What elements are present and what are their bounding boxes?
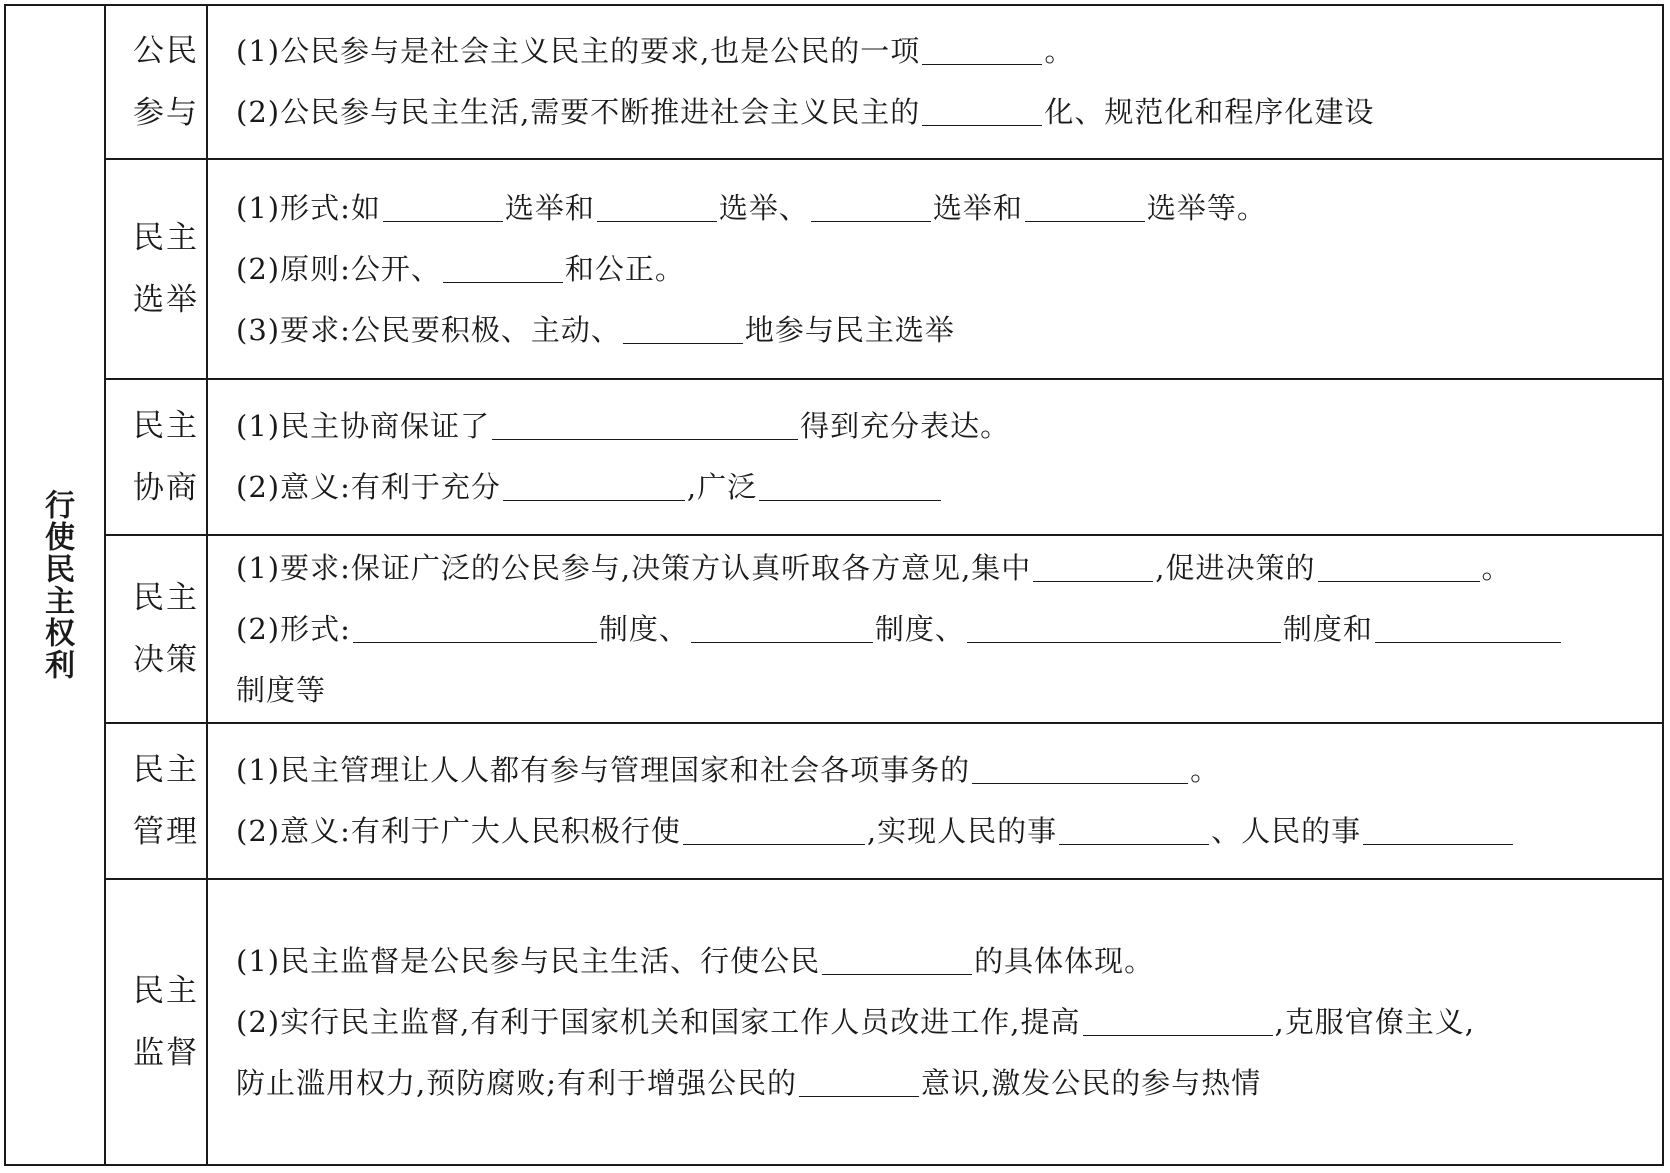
line-text: (2)意义:有利于广大人民积极行使	[236, 814, 681, 848]
fill-blank	[353, 611, 597, 642]
fill-blank	[443, 251, 563, 282]
row-content	[236, 536, 1648, 722]
line-text: 制度和	[1282, 611, 1373, 646]
fill-blank	[597, 190, 717, 221]
row-content	[236, 6, 1648, 158]
fill-blank	[1025, 190, 1145, 221]
fill-blank	[967, 611, 1281, 642]
row-consultation	[108, 380, 1662, 534]
fill-blank	[492, 409, 798, 440]
line-text: 选举和	[504, 190, 595, 225]
line-text: (1)民主协商保证了	[236, 409, 491, 443]
item-line	[236, 931, 1648, 992]
line-text: 制度、	[874, 611, 965, 646]
fill-blank	[972, 753, 1188, 784]
fill-blank	[1318, 550, 1480, 581]
item-line	[236, 178, 1648, 239]
item-line	[236, 21, 1648, 82]
line-text: (1)民主管理让人人都有参与管理国家和社会各项事务的	[236, 753, 971, 787]
item-line	[236, 396, 1648, 457]
item-line	[236, 1053, 1648, 1114]
item-line	[236, 660, 1648, 721]
fill-blank	[383, 190, 503, 221]
line-text: 。	[1481, 550, 1512, 585]
item-line	[236, 300, 1648, 361]
topic-label: 公民参与	[133, 33, 199, 131]
item-line	[236, 457, 1648, 518]
topic-label: 民主选举	[133, 220, 199, 318]
topic-label: 民主协商	[133, 408, 199, 506]
row-participation	[108, 6, 1662, 158]
item-line	[236, 992, 1648, 1053]
fill-blank	[691, 611, 873, 642]
item-line	[236, 801, 1648, 862]
fill-blank	[683, 814, 865, 845]
row-content	[236, 880, 1648, 1164]
line-text: (2)形式:	[236, 611, 351, 646]
fill-blank	[759, 470, 941, 501]
line-text: 得到充分表达。	[800, 409, 1011, 443]
item-line	[236, 740, 1648, 801]
item-line	[236, 538, 1648, 599]
line-text: 制度等	[236, 672, 327, 707]
item-line	[236, 239, 1648, 300]
row-management	[108, 724, 1662, 878]
fill-blank	[623, 312, 743, 343]
line-text: 选举、	[718, 190, 809, 225]
line-text: ,实现人民的事	[866, 814, 1058, 848]
row-supervision	[108, 880, 1662, 1164]
row-content	[236, 160, 1648, 378]
line-text: (2)原则:公开、	[236, 251, 441, 286]
main-category-label: 行使民主权利	[39, 489, 74, 681]
fill-blank	[503, 470, 685, 501]
line-text: ,促进决策的	[1155, 550, 1316, 585]
row-decision	[108, 536, 1662, 722]
line-text: ,广泛	[686, 470, 758, 504]
line-text: 化、规范化和程序化建设	[1044, 95, 1375, 129]
row-content	[236, 724, 1648, 878]
line-text: (1)要求:保证广泛的公民参与,决策方认真听取各方意见,集中	[236, 550, 1032, 585]
fill-blank	[1083, 1004, 1273, 1035]
line-text: (2)公民参与民主生活,需要不断推进社会主义民主的	[236, 95, 921, 129]
line-text: 、人民的事	[1211, 814, 1362, 848]
line-text: (1)形式:如	[236, 190, 381, 225]
fill-blank	[1033, 550, 1153, 581]
line-text: 制度、	[598, 611, 689, 646]
line-text: (1)公民参与是社会主义民主的要求,也是公民的一项	[236, 34, 921, 68]
line-text: 选举和	[932, 190, 1023, 225]
line-text: 防止滥用权力,预防腐败;有利于增强公民的	[236, 1065, 797, 1100]
fill-blank	[822, 943, 972, 974]
line-text: (2)实行民主监督,有利于国家机关和国家工作人员改进工作,提高	[236, 1004, 1081, 1039]
fill-blank	[1375, 611, 1561, 642]
row-election	[108, 160, 1662, 378]
line-text: 地参与民主选举	[744, 312, 955, 347]
line-text: (3)要求:公民要积极、主动、	[236, 312, 621, 347]
fill-blank	[811, 190, 931, 221]
line-text: (2)意义:有利于充分	[236, 470, 501, 504]
line-text: 意识,激发公民的参与热情	[921, 1065, 1262, 1100]
fill-blank	[799, 1065, 919, 1096]
topic-label: 民主决策	[133, 580, 199, 678]
item-line	[236, 82, 1648, 143]
row-content	[236, 380, 1648, 534]
fill-blank	[1059, 814, 1209, 845]
line-text: 。	[1044, 34, 1075, 68]
item-line	[236, 599, 1648, 660]
fill-blank	[1363, 814, 1513, 845]
topic-label: 民主管理	[133, 752, 199, 850]
line-text: 。	[1190, 753, 1221, 787]
line-text: ,克服官僚主义,	[1274, 1004, 1475, 1039]
line-text: 选举等。	[1146, 190, 1267, 225]
line-text: 和公正。	[564, 251, 685, 286]
line-text: 的具体体现。	[974, 943, 1155, 978]
topic-label: 民主监督	[133, 973, 199, 1071]
fill-blank	[922, 95, 1042, 126]
fill-blank	[922, 34, 1042, 65]
line-text: (1)民主监督是公民参与民主生活、行使公民	[236, 943, 821, 978]
knowledge-table	[4, 4, 1664, 1166]
